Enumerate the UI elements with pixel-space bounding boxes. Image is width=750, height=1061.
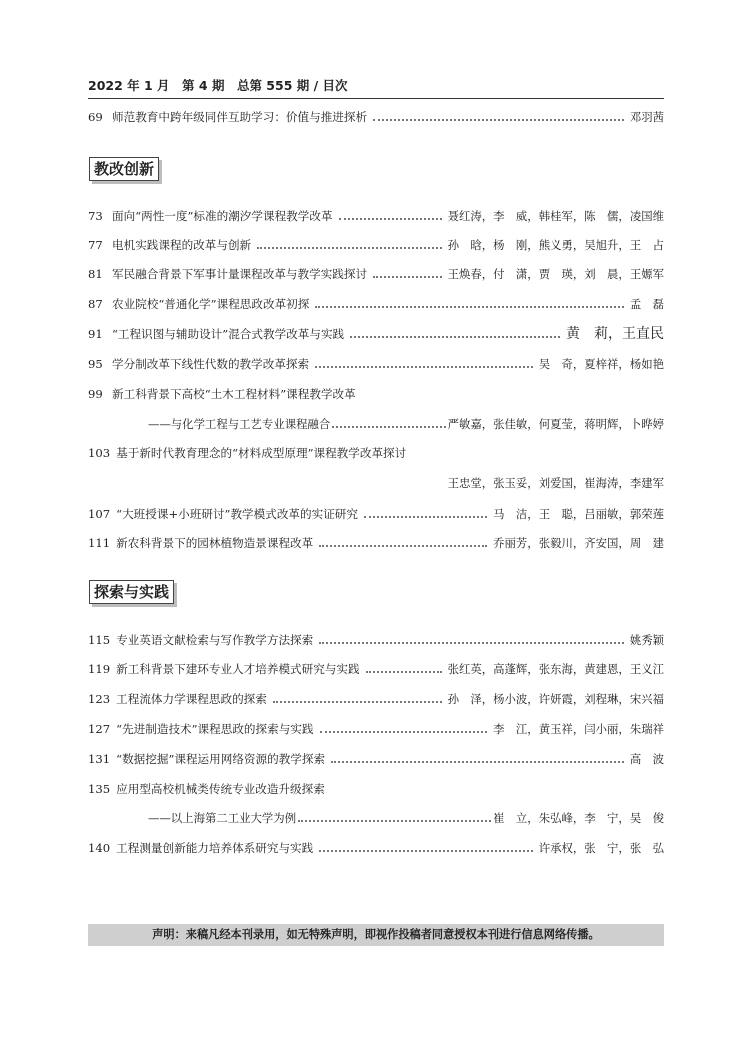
dot-leader bbox=[364, 515, 487, 518]
copyright-notice: 声明：来稿凡经本刊录用，如无特殊声明，即视作投稿者同意授权本刊进行信息网络传播。 bbox=[88, 924, 664, 946]
page-number: 131 bbox=[88, 752, 111, 766]
dot-leader bbox=[373, 118, 624, 121]
article-authors: 聂红涛，李 威，韩桂军，陈 儒，凌国维 bbox=[447, 209, 664, 223]
article-title: 专业英语文献检索与写作教学方法探索 bbox=[116, 633, 314, 647]
article-authors: 高 波 bbox=[629, 752, 664, 766]
article-subtitle: ——以上海第二工业大学为例 bbox=[148, 811, 297, 825]
toc-entry[interactable] bbox=[88, 504, 664, 524]
page-number: 81 bbox=[88, 267, 103, 281]
article-authors: 姚秀颖 bbox=[629, 633, 664, 647]
article-authors: 许承权，张 宁，张 弘 bbox=[538, 841, 664, 855]
dot-leader bbox=[350, 335, 560, 338]
dot-leader bbox=[319, 641, 624, 644]
toc-entry[interactable] bbox=[88, 659, 664, 679]
article-title: “工程识图与辅助设计”混合式教学改革与实践 bbox=[112, 327, 345, 341]
issue-header: 2022 年 1 月 第 4 期 总第 555 期 / 目次 bbox=[88, 78, 348, 93]
dot-leader bbox=[332, 425, 445, 428]
article-title: 军民融合背景下军事计量课程改革与教学实践探讨 bbox=[112, 267, 368, 281]
article-title: “先进制造技术”课程思政的探索与实践 bbox=[116, 722, 314, 736]
section-heading: 探索与实践 bbox=[89, 580, 174, 604]
dot-leader bbox=[315, 305, 623, 308]
article-authors: 马 洁，王 聪，吕丽敏，郭荣莲 bbox=[493, 507, 664, 521]
dot-leader bbox=[315, 365, 533, 368]
dot-leader bbox=[298, 819, 491, 822]
dot-leader bbox=[319, 849, 532, 852]
page-number: 91 bbox=[88, 327, 103, 341]
dot-leader bbox=[366, 670, 442, 673]
toc-entry[interactable] bbox=[88, 235, 664, 255]
article-title: 师范教育中跨年级同伴互助学习：价值与推进探析 bbox=[112, 110, 368, 124]
section-heading: 教改创新 bbox=[89, 157, 159, 181]
page-number: 115 bbox=[88, 633, 111, 647]
article-title: 学分制改革下线性代数的教学改革探索 bbox=[112, 357, 310, 371]
page-number: 123 bbox=[88, 692, 111, 706]
page-number: 127 bbox=[88, 722, 111, 736]
page-number: 95 bbox=[88, 357, 103, 371]
toc-entry[interactable] bbox=[88, 354, 664, 374]
article-title: 农业院校“普通化学”课程思政改革初探 bbox=[112, 297, 310, 311]
article-title: 新工科背景下高校“土木工程材料”课程教学改革 bbox=[112, 387, 356, 401]
article-title: “大班授课+小班研讨”教学模式改革的实证研究 bbox=[116, 507, 358, 521]
article-title: 基于新时代教育理念的“材料成型原理”课程教学改革探讨 bbox=[116, 446, 407, 460]
toc-entry[interactable] bbox=[88, 533, 664, 553]
article-authors: 李 江，黄玉祥，闫小丽，朱瑞祥 bbox=[493, 722, 664, 736]
article-title: 工程流体力学课程思政的探索 bbox=[116, 692, 267, 706]
toc-entry[interactable] bbox=[88, 107, 664, 127]
article-authors: 黄 莉，王直民 bbox=[566, 326, 664, 342]
article-authors: 吴 奇，夏梓祥，杨如艳 bbox=[538, 357, 664, 371]
header-rule bbox=[88, 98, 664, 99]
article-authors: 崔 立，朱弘峰，李 宁，吴 俊 bbox=[493, 811, 664, 825]
article-authors: 王焕春，付 潇，贾 瑛，刘 晨，王嫄军 bbox=[447, 267, 664, 281]
dot-leader bbox=[257, 246, 441, 249]
toc-entry[interactable] bbox=[88, 779, 664, 799]
toc-entry[interactable] bbox=[88, 384, 664, 404]
page-number: 111 bbox=[88, 536, 111, 550]
page-number: 140 bbox=[88, 841, 111, 855]
article-title: 新农科背景下的园林植物造景课程改革 bbox=[116, 536, 314, 550]
article-title: 工程测量创新能力培养体系研究与实践 bbox=[116, 841, 314, 855]
article-authors: 孟 磊 bbox=[629, 297, 664, 311]
toc-entry[interactable] bbox=[88, 324, 664, 344]
toc-entry[interactable] bbox=[88, 838, 664, 858]
page-number: 69 bbox=[88, 110, 103, 124]
article-authors: 王忠堂，张玉妥，刘爱国，崔海涛，李建军 bbox=[447, 476, 664, 490]
toc-entry[interactable] bbox=[88, 689, 664, 709]
toc-entry[interactable] bbox=[88, 294, 664, 314]
article-title: 应用型高校机械类传统专业改造升级探索 bbox=[116, 782, 325, 796]
page-number: 77 bbox=[88, 238, 103, 252]
toc-entry[interactable] bbox=[88, 264, 664, 284]
toc-entry[interactable] bbox=[88, 630, 664, 650]
page-number: 73 bbox=[88, 209, 103, 223]
page-number: 135 bbox=[88, 782, 111, 796]
toc-subtitle-line bbox=[148, 414, 664, 434]
article-authors: 严敏嘉，张佳敏，何夏莹，蒋明辉，卜晔婷 bbox=[447, 417, 664, 431]
page-number: 99 bbox=[88, 387, 103, 401]
article-authors: 张红英，高蓬辉，张东海，黄建恩，王义江 bbox=[447, 662, 664, 676]
article-authors: 乔丽芳，张毅川，齐安国，周 建 bbox=[493, 536, 664, 550]
dot-leader bbox=[273, 700, 442, 703]
article-authors: 孙 泽，杨小波，许妍霞，刘程琳，宋兴福 bbox=[447, 692, 664, 706]
page-number: 119 bbox=[88, 662, 111, 676]
article-title: 新工科背景下建环专业人才培养模式研究与实践 bbox=[116, 662, 360, 676]
article-subtitle: ——与化学工程与工艺专业课程融合 bbox=[148, 417, 331, 431]
toc-entry[interactable] bbox=[88, 719, 664, 739]
dot-leader bbox=[373, 275, 441, 278]
page-number: 107 bbox=[88, 507, 111, 521]
toc-entry[interactable] bbox=[88, 749, 664, 769]
article-title: 电机实践课程的改革与创新 bbox=[112, 238, 252, 252]
page-number: 103 bbox=[88, 446, 111, 460]
dot-leader bbox=[339, 217, 442, 220]
article-title: 面向“两性一度”标准的潮汐学课程教学改革 bbox=[112, 209, 333, 223]
article-authors: 孙 晗，杨 刚，熊义勇，吴旭升，王 占 bbox=[447, 238, 664, 252]
dot-leader bbox=[319, 544, 487, 547]
toc-subtitle-line bbox=[148, 808, 664, 828]
dot-leader bbox=[331, 760, 624, 763]
page-number: 87 bbox=[88, 297, 103, 311]
article-title: “数据挖掘”课程运用网络资源的教学探索 bbox=[116, 752, 326, 766]
toc-entry[interactable] bbox=[88, 443, 664, 463]
dot-leader bbox=[320, 730, 488, 733]
article-authors: 邓羽茜 bbox=[629, 110, 664, 124]
toc-entry[interactable] bbox=[88, 206, 664, 226]
